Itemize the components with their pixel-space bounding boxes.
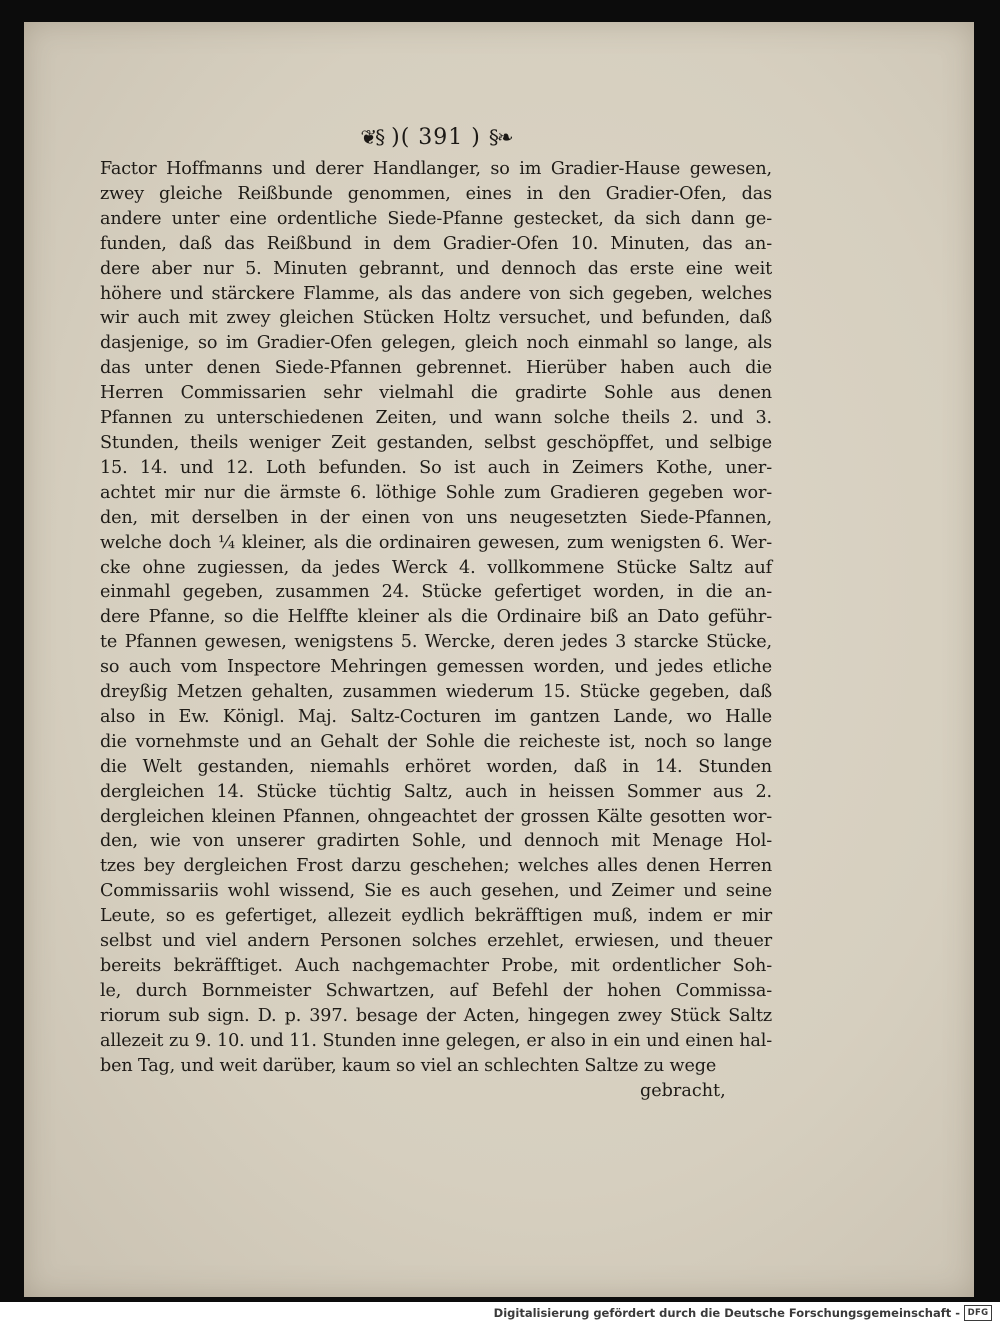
text-line: dere Pfanne, so die Helffte kleiner als die Ordinaire biß an Dato geführ- (100, 607, 772, 628)
header-ornament-left: ❦§ (360, 125, 384, 149)
text-line: dreyßig Metzen gehalten, zusammen wiederum 15. Stücke gegeben, daß (100, 682, 772, 703)
text-line: höhere und stärckere Flamme, als das andere von sich gegeben, welches (100, 283, 772, 304)
text-line: ben Tag, und weit darüber, kaum so viel an schlechten Saltze zu wege (100, 1055, 717, 1076)
text-line: wir auch mit zwey gleichen Stücken Holtz versuchet, und befunden, daß (100, 308, 772, 329)
text-line: das unter denen Siede-Pfannen gebrennet. Hierüber haben auch die (100, 358, 772, 379)
header-ornament-right: §❧ (488, 125, 512, 149)
text-line: so auch vom Inspectore Mehringen gemessen worden, und jedes etliche (100, 657, 772, 678)
page-number: )( 391 ) (391, 124, 481, 150)
text-line: also in Ew. Königl. Maj. Saltz-Cocturen im gantzen Lande, wo Halle (100, 706, 772, 727)
text-line: 15. 14. und 12. Loth befunden. So ist auch in Zeimers Kothe, uner- (100, 457, 772, 478)
catchword: gebracht, (640, 1081, 726, 1101)
body-text (100, 157, 772, 1079)
text-line: selbst und viel andern Personen solches erzehlet, erwiesen, und theuer (100, 931, 772, 952)
text-line: allezeit zu 9. 10. und 11. Stunden inne gelegen, er also in ein und einen hal- (100, 1030, 772, 1051)
text-line: einmahl gegeben, zusammen 24. Stücke gefertiget worden, in die an- (100, 582, 772, 603)
text-line: dasjenige, so im Gradier-Ofen gelegen, gleich noch einmahl so lange, als (100, 333, 772, 354)
text-line: die vornehmste und an Gehalt der Sohle die reicheste ist, noch so lange (100, 731, 772, 752)
text-line: le, durch Bornmeister Schwartzen, auf Befehl der hohen Commissa- (100, 980, 772, 1001)
text-line: te Pfannen gewesen, wenigstens 5. Wercke, deren jedes 3 starcke Stücke, (100, 632, 772, 653)
text-line: tzes bey dergleichen Frost darzu geschehen; welches alles denen Herren (100, 856, 772, 877)
text-line: dere aber nur 5. Minuten gebrannt, und dennoch das erste eine weit (100, 258, 772, 279)
dfg-logo-icon: DFG (964, 1305, 992, 1321)
footer-bar (0, 1302, 1000, 1326)
text-line: riorum sub sign. D. p. 397. besage der Acten, hingegen zwey Stück Saltz (100, 1005, 772, 1026)
text-line: Stunden, theils weniger Zeit gestanden, selbst geschöpffet, und selbige (100, 432, 772, 453)
text-line: bereits bekräfftiget. Auch nachgemachter Probe, mit ordentlicher Soh- (100, 956, 772, 976)
page-header (336, 121, 536, 153)
text-line: andere unter eine ordentliche Siede-Pfanne gestecket, da sich dann ge- (100, 208, 772, 229)
text-line: die Welt gestanden, niemahls erhöret worden, daß in 14. Stunden (100, 756, 772, 777)
text-line: Herren Commissarien sehr vielmahl die gradirte Sohle aus denen (100, 383, 772, 404)
text-line: Leute, so es gefertiget, allezeit eydlich bekräfftigen muß, indem er mir (100, 906, 772, 927)
text-line: Pfannen zu unterschiedenen Zeiten, und wann solche theils 2. und 3. (100, 408, 772, 429)
text-line: dergleichen kleinen Pfannen, ohngeachtet der grossen Kälte gesotten wor- (100, 806, 772, 827)
text-line: den, mit derselben in der einen von uns neugesetzten Siede-Pfannen, (100, 507, 772, 528)
text-line: funden, daß das Reißbund in dem Gradier-Ofen 10. Minuten, das an- (100, 233, 772, 254)
text-line: Factor Hoffmanns und derer Handlanger, so im Gradier-Hause gewesen, (100, 159, 772, 179)
footer-credit: Digitalisierung gefördert durch die Deutsche Forschungsgemeinschaft - (493, 1306, 960, 1320)
text-line: zwey gleiche Reißbunde genommen, eines in den Gradier-Ofen, das (100, 183, 772, 204)
text-line: den, wie von unserer gradirten Sohle, und dennoch mit Menage Hol- (100, 831, 772, 852)
text-line: achtet mir nur die ärmste 6. löthige Sohle zum Gradieren gegeben wor- (100, 482, 772, 503)
text-line: Commissariis wohl wissend, Sie es auch gesehen, und Zeimer und seine (100, 881, 772, 902)
text-line: cke ohne zugiessen, da jedes Werck 4. vollkommene Stücke Saltz auf (100, 557, 772, 578)
text-line: dergleichen 14. Stücke tüchtig Saltz, auch in heissen Sommer aus 2. (100, 781, 772, 802)
text-line: welche doch ¼ kleiner, als die ordinairen gewesen, zum wenigsten 6. Wer- (100, 532, 772, 553)
